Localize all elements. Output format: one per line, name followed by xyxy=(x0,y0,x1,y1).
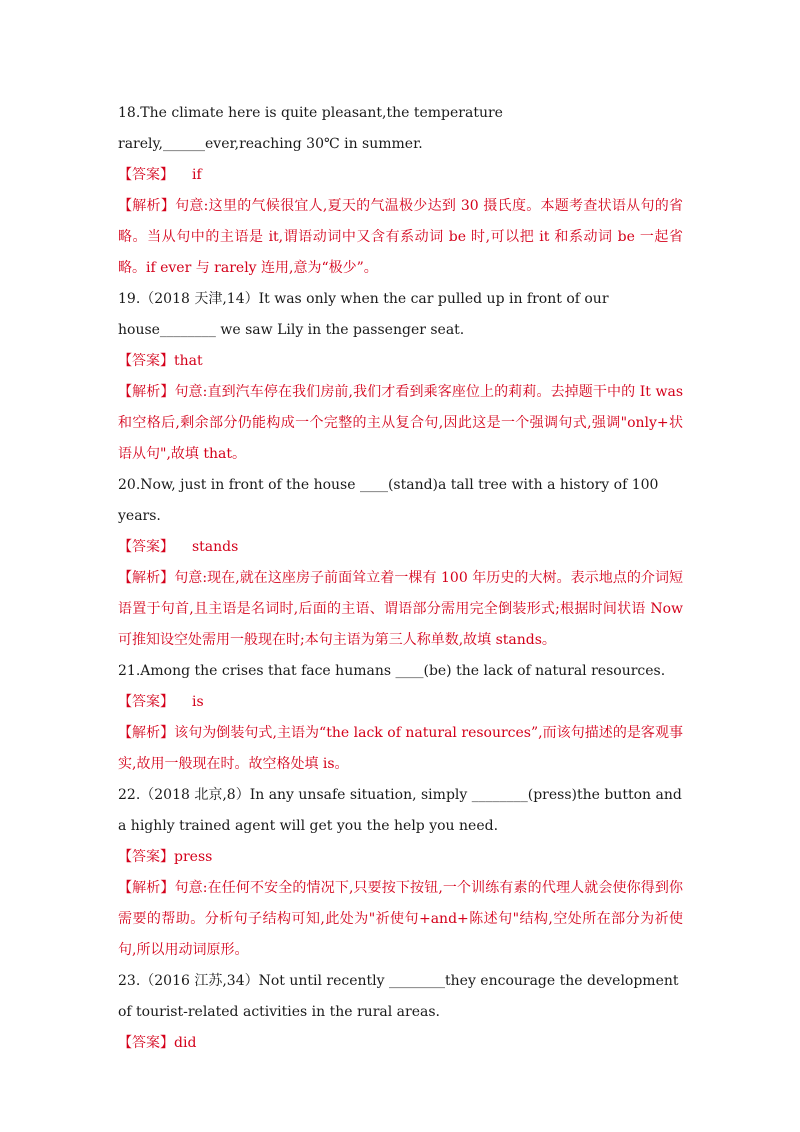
question-text: 23.（2016 江苏,34）Not until recently ________they encourage the development of tourist-related activities in the rural areas. xyxy=(118,973,679,1020)
exercise-list xyxy=(118,98,683,1059)
explanation-line xyxy=(118,718,683,780)
answer-line xyxy=(118,842,683,873)
answer-value: if xyxy=(192,167,202,183)
answer-value: that xyxy=(174,353,203,369)
answer-line xyxy=(118,687,683,718)
answer-tag: 【答案】 xyxy=(118,849,174,865)
answer-line xyxy=(118,160,683,191)
exercise-item-20 xyxy=(118,470,683,656)
explanation-text: 句意:这里的气候很宜人,夏天的气温极少达到 30 摄氏度。本题考查状语从句的省略。当从句中的主语是 it,谓语动词中又含有系动词 be 时,可以把 it 和系动词 be 一起省略。if ever 与 rarely 连用,意为“极少”。 xyxy=(118,198,684,276)
question-text: 21.Among the crises that face humans ____(be) the lack of natural resources. xyxy=(118,663,666,679)
explanation-tag: 【解析】 xyxy=(118,570,175,586)
answer-tag: 【答案】 xyxy=(118,1035,174,1051)
explanation-text: 句意:在任何不安全的情况下,只要按下按钮,一个训练有素的代理人就会使你得到你需要的帮助。分析句子结构可知,此处为"祈使句+and+陈述句"结构,空处所在部分为祈使句,所以用动词原形。 xyxy=(118,880,683,958)
question-text: 19.（2018 天津,14）It was only when the car pulled up in front of our house________ we saw Lily in the passenger seat. xyxy=(118,291,609,338)
answer-value: is xyxy=(192,694,204,710)
answer-line xyxy=(118,1028,683,1059)
answer-tag: 【答案】 xyxy=(118,353,174,369)
exercise-item-21 xyxy=(118,656,683,780)
answer-tag: 【答案】 xyxy=(118,694,174,710)
question-text: 22.（2018 北京,8）In any unsafe situation, simply ________(press)the button and a highly trained agent will get you the help you need. xyxy=(118,787,682,834)
explanation-tag: 【解析】 xyxy=(118,880,175,896)
explanation-line xyxy=(118,873,683,966)
answer-tag: 【答案】 xyxy=(118,539,174,555)
explanation-line xyxy=(118,191,683,284)
explanation-tag: 【解析】 xyxy=(118,725,175,741)
question-text: 18.The climate here is quite pleasant,the temperature rarely,______ever,reaching 30℃ in summer. xyxy=(118,105,503,152)
answer-tag: 【答案】 xyxy=(118,167,174,183)
exercise-item-18 xyxy=(118,98,683,284)
explanation-text: 句意:直到汽车停在我们房前,我们才看到乘客座位上的莉莉。去掉题干中的 It was 和空格后,剩余部分仍能构成一个完整的主从复合句,因此这是一个强调句式,强调"only+状语从句",故填 that。 xyxy=(118,384,683,462)
answer-value: did xyxy=(174,1035,197,1051)
explanation-line xyxy=(118,377,683,470)
explanation-text: 句意:现在,就在这座房子前面耸立着一棵有 100 年历史的大树。表示地点的介词短语置于句首,且主语是名词时,后面的主语、谓语部分需用完全倒装形式;根据时间状语 Now 可推知设空处需用一般现在时;本句主语为第三人称单数,故填 stands。 xyxy=(118,570,684,648)
answer-line xyxy=(118,346,683,377)
explanation-line xyxy=(118,563,683,656)
exercise-item-19 xyxy=(118,284,683,470)
explanation-tag: 【解析】 xyxy=(118,384,175,400)
question-text: 20.Now, just in front of the house ____(stand)a tall tree with a history of 100 years. xyxy=(118,477,659,524)
explanation-text: 该句为倒装句式,主语为“the lack of natural resources”,而该句描述的是客观事实,故用一般现在时。故空格处填 is。 xyxy=(118,725,684,772)
exercise-item-23 xyxy=(118,966,683,1059)
exercise-item-22 xyxy=(118,780,683,966)
answer-value: press xyxy=(174,849,213,865)
answer-line xyxy=(118,532,683,563)
answer-value: stands xyxy=(192,539,239,555)
explanation-tag: 【解析】 xyxy=(118,198,176,214)
